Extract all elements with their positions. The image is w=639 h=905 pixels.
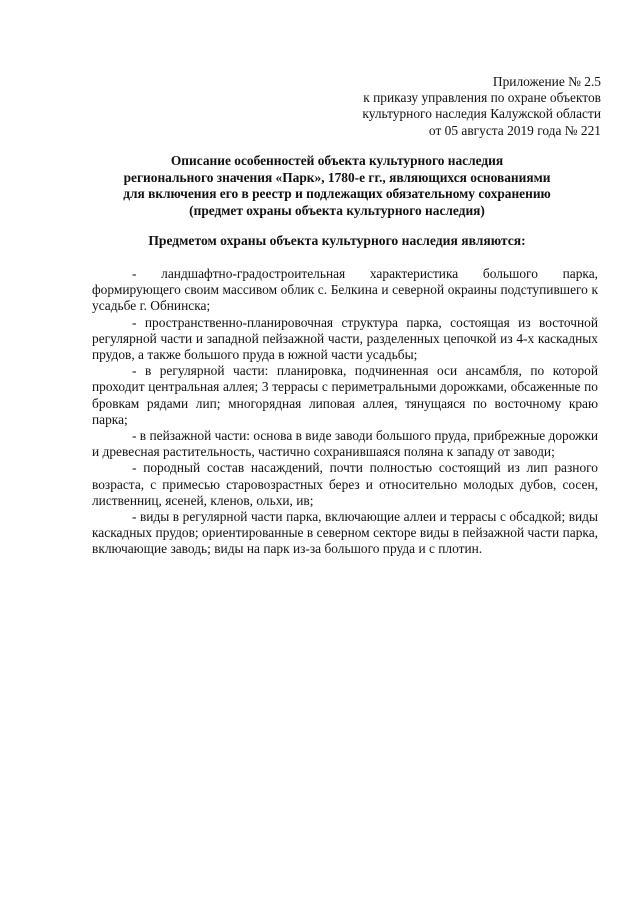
appendix-number: Приложение № 2.5 xyxy=(492,74,601,89)
order-reference-line: к приказу управления по охране объектов xyxy=(363,90,601,106)
order-date-line: от 05 августа 2019 года № 221 xyxy=(428,122,601,138)
title-line-1: Описание особенностей объекта культурного наследия xyxy=(170,153,504,168)
list-item: - в пейзажной части: основа в виде заводи большого пруда, прибрежные дорожки и древесная растительность, частично сохранившаяся поляна к западу от заводи; xyxy=(92,428,598,460)
list-item: - пространственно-планировочная структура парка, состоящая из восточной регулярной части и западной пейзажной части, разделенных цепочкой из 4-х каскадных прудов, а также большого пруда в южной части усадьбы; xyxy=(92,314,598,363)
document-title xyxy=(92,153,582,219)
list-item: - виды в регулярной части парка, включающие аллеи и террасы с обсадкой; виды каскадных прудов; ориентированные в северном секторе виды в пейзажной части парка, включающие заводь; виды на парк из-за большого пруда и с плотин. xyxy=(92,509,598,557)
order-authority-line: культурного наследия Калужской области xyxy=(362,106,601,122)
list-item: - ландшафтно-градостроительная характеристика большого парка, формирующего своим массивом облик с. Белкина и северной окраины подступившего к усадьбе г. Обнинска; xyxy=(92,266,598,314)
protection-items-list xyxy=(92,266,598,558)
title-line-3: для включения его в реестр и подлежащих обязательному сохранению xyxy=(123,186,551,201)
list-item: - породный состав насаждений, почти полностью состоящий из лип разного возраста, с примесью старовозрастных берез и относительно молодых дубов, сосен, лиственниц, ясеней, кленов, ольхи, ив; xyxy=(92,460,598,508)
subject-heading: Предметом охраны объекта культурного наследия являются: xyxy=(148,233,526,248)
appendix-header xyxy=(362,74,601,139)
list-item: - в регулярной части: планировка, подчиненная оси ансамбля, по которой проходит центральная аллея; 3 террасы с периметральными дорожками, обсаженные по бровкам рядами лип; многорядная липовая аллея, тянущаяся по восточному краю парка; xyxy=(92,363,598,427)
title-line-2: регионального значения «Парк», 1780-е гг., являющихся основаниями xyxy=(123,169,551,185)
title-line-4: (предмет охраны объекта культурного наследия) xyxy=(189,202,485,218)
